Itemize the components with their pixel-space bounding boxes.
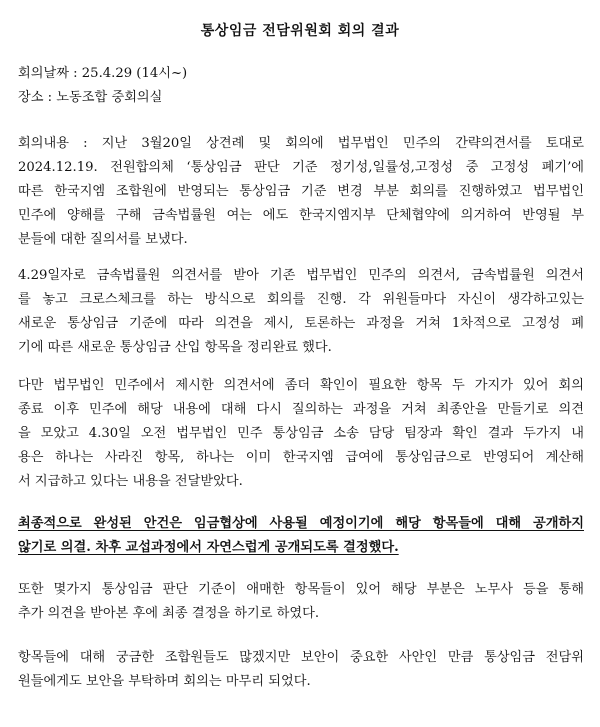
text-line: 서 지급하고 있다는 내용을 전달받았다.: [18, 474, 243, 489]
meeting-date: 회의날짜 : 25.4.29 (14시~): [18, 66, 188, 81]
paragraph-decision-emphasis: [18, 512, 584, 560]
text-line: 않기로 의결. 차후 교섭과정에서 자연스럽게 공개되도록 결정했다.: [18, 540, 399, 555]
meeting-place: 장소 : 노동조합 중회의실: [18, 90, 163, 105]
paragraph-confirmation: [18, 374, 584, 494]
paragraph-closing: [18, 646, 584, 694]
text-line: 를 놓고 크로스체크를 하는 방식으로 회의를 진행. 각 위원들마다 자신이 생각하고있는: [18, 292, 584, 307]
text-line: 분들에 대한 질의서를 보냈다.: [18, 232, 188, 247]
paragraph-additional-review: [18, 578, 584, 626]
text-line: 2024.12.19. 전원합의체 ‘통상임금 판단 기준 정기성,일률성,고정성 중 고정성 폐기’에: [18, 160, 584, 175]
text-line: 종료 이후 민주에 해당 내용에 대해 다시 질의하는 과정을 거쳐 최종안을 만들기로 의견: [18, 402, 584, 417]
text-line: 회의내용 : 지난 3월20일 상견례 및 회의에 법무법인 민주의 간략의견서를 토대로: [18, 136, 584, 151]
text-line: 용은 하나는 사라진 항목, 하나는 이미 한국지엠 급여에 통상임금으로 반영되어 계산해: [18, 450, 584, 465]
text-line: 새로운 통상임금 기준에 따라 의견을 제시, 토론하는 과정을 거쳐 1차적으로 고정성 폐: [18, 316, 584, 331]
text-line: 기에 따른 새로운 통상임금 산입 항목을 정리완료 했다.: [18, 340, 332, 355]
text-line: 원들에게도 보안을 부탁하며 회의는 마무리 되었다.: [18, 674, 311, 689]
paragraph-meeting-content: [18, 132, 584, 252]
paragraph-review: [18, 264, 584, 360]
text-line: 따른 한국지엠 조합원에 반영되는 통상임금 기준 변경 부분 회의를 진행하였고 법무법인: [18, 184, 584, 199]
text-line: 을 모았고 4.30일 오전 법무법인 민주 통상임금 소송 담당 팀장과 확인 결과 두가지 내: [18, 426, 584, 441]
text-line: 추가 의견을 받아본 후에 최종 결정을 하기로 하였다.: [18, 606, 320, 621]
text-line: 4.29일자로 금속법률원 의견서를 받아 기존 법무법인 민주의 의견서, 금속법률원 의견서: [18, 268, 584, 283]
document-title: 통상임금 전담위원회 회의 결과: [200, 23, 400, 39]
text-line: 또한 몇가지 통상임금 판단 기준이 애매한 항목들이 있어 해당 부분은 노무사 등을 통해: [18, 582, 584, 597]
text-line: 최종적으로 완성된 안건은 임금협상에 사용될 예정이기에 해당 항목들에 대해 공개하지: [18, 516, 584, 531]
text-line: 민주에 양해를 구해 금속법률원 여는 에도 한국지엠지부 단체협약에 의거하여 반영될 부: [18, 208, 584, 223]
text-line: 항목들에 대해 궁금한 조합원들도 많겠지만 보안이 중요한 사안인 만큼 통상임금 전담위: [18, 650, 584, 665]
text-line: 다만 법무법인 민주에서 제시한 의견서에 좀더 확인이 필요한 항목 두 가지가 있어 회의: [18, 378, 584, 393]
